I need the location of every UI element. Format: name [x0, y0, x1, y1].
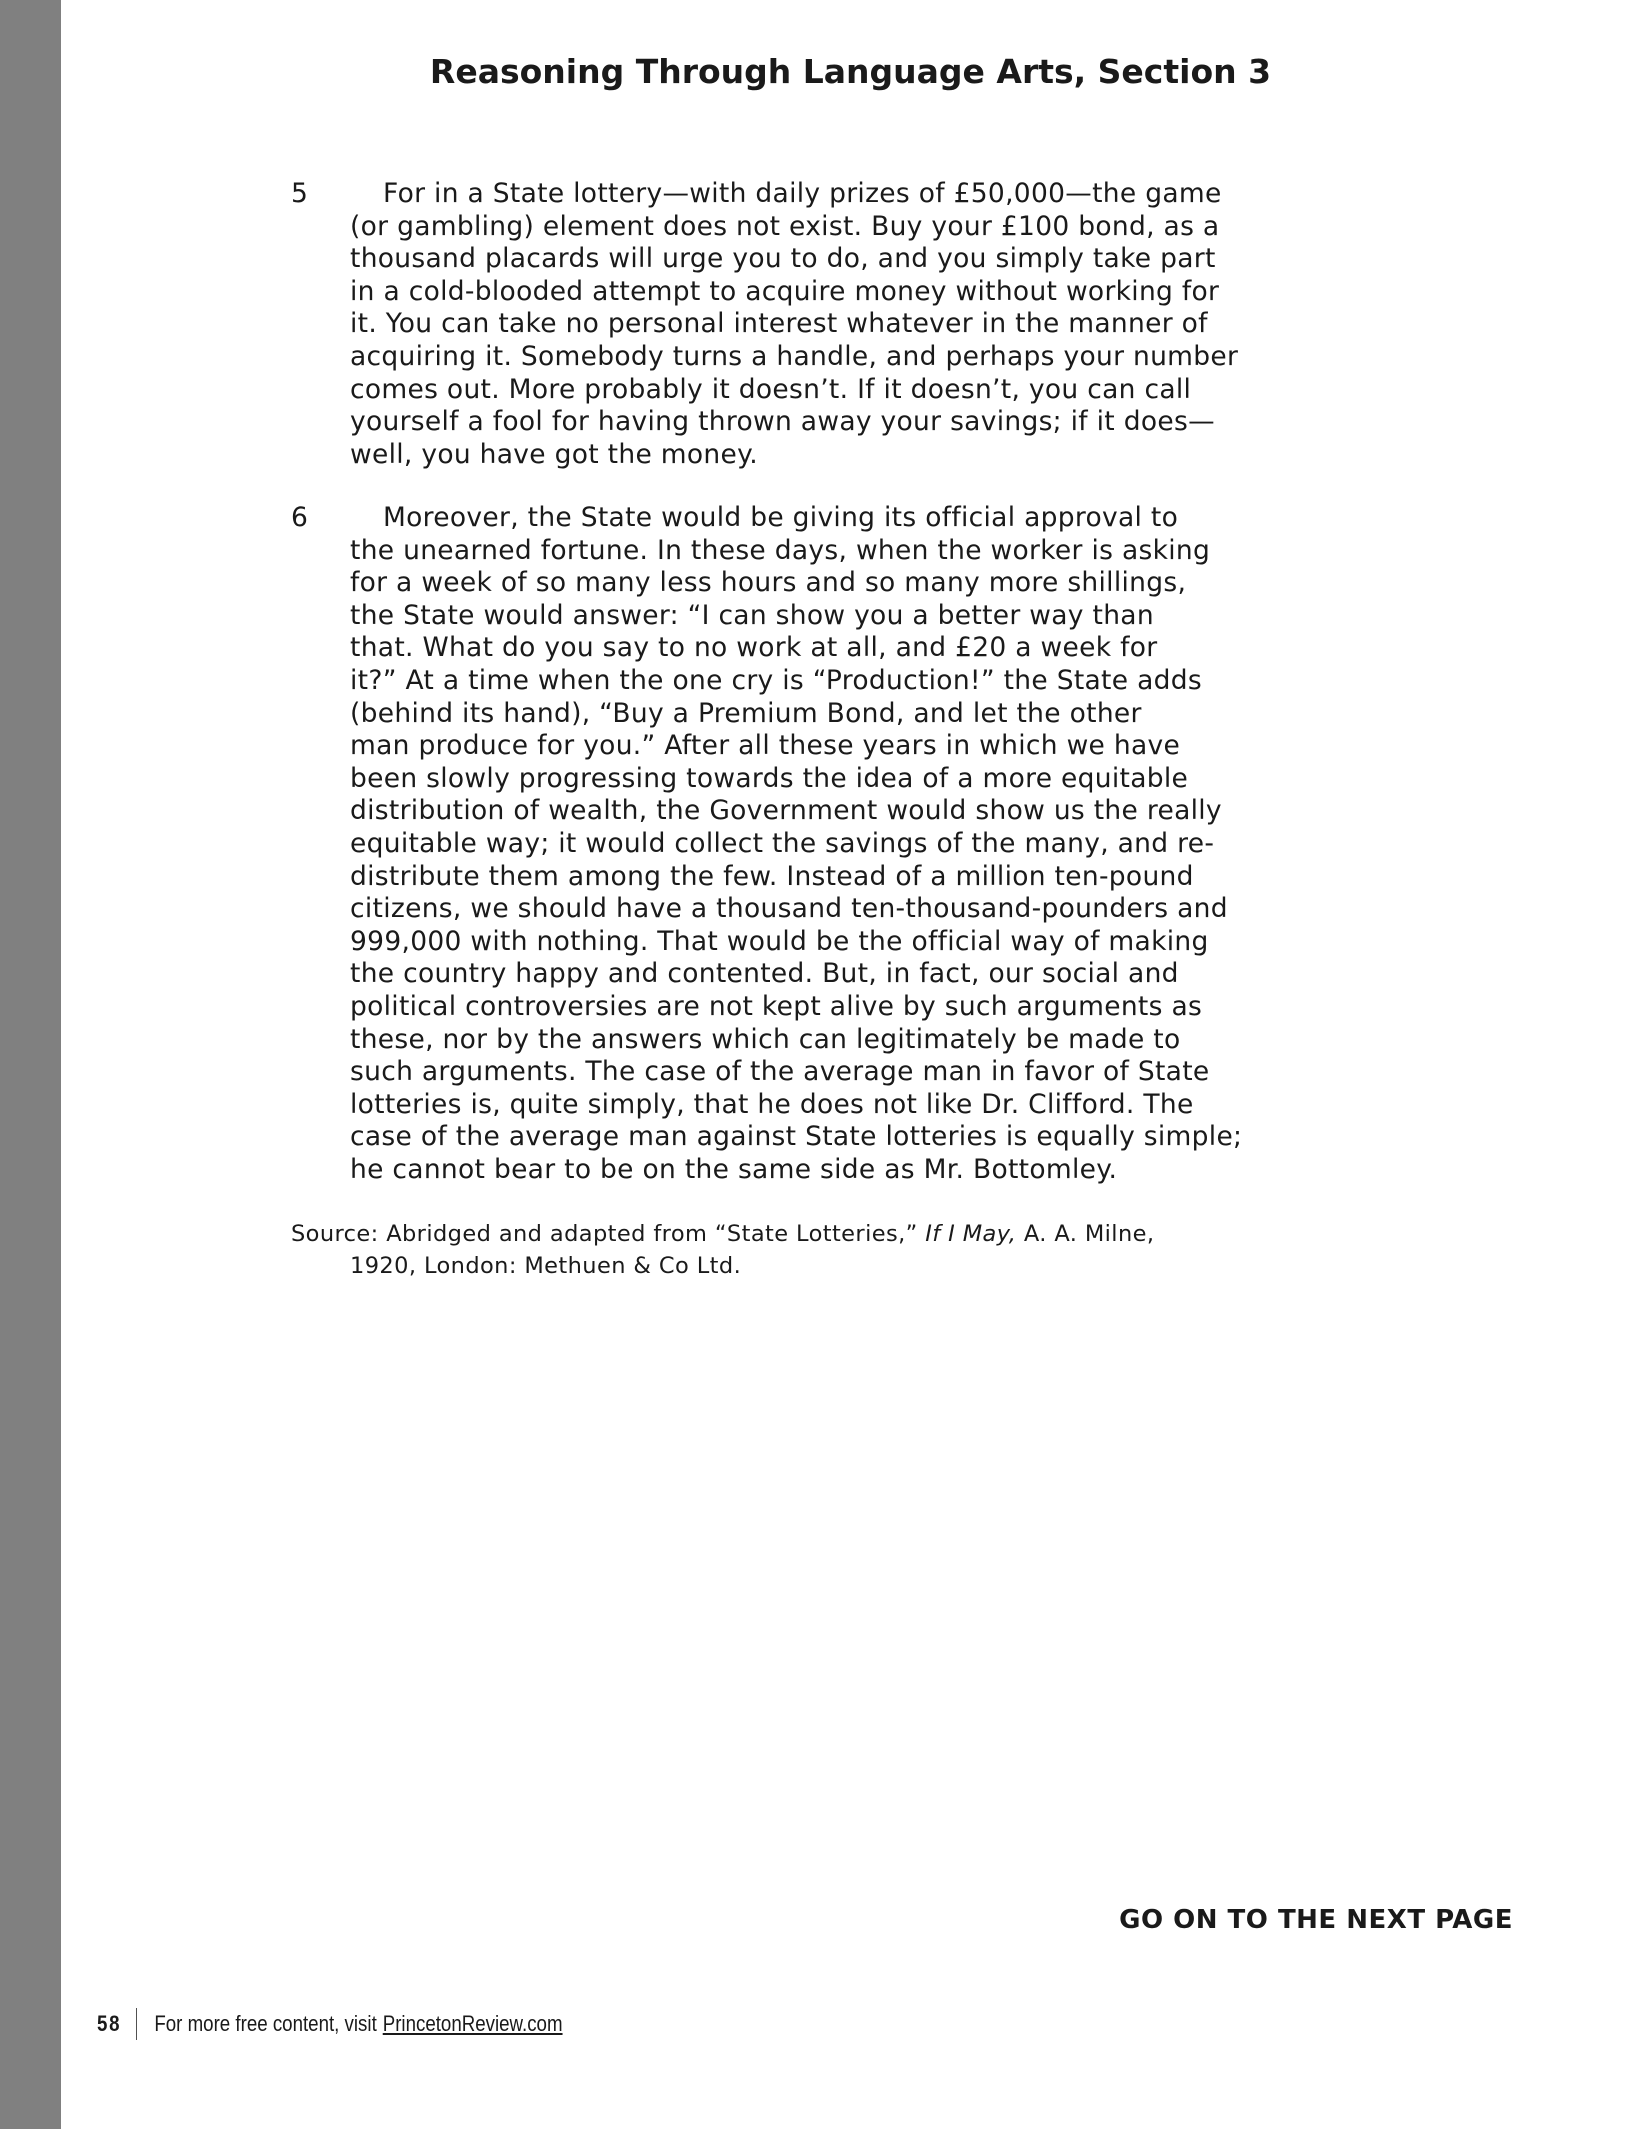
- text-line: man produce for you.” After all these years in which we have: [350, 730, 1181, 762]
- text-line: that. What do you say to no work at all, and £20 a week for: [350, 632, 1158, 664]
- paragraph-number: 6: [291, 502, 309, 533]
- footer: [97, 2008, 563, 2040]
- source-suffix: A. A. Milne,: [1016, 1221, 1155, 1247]
- text-line: the State would answer: “I can show you a better way than: [350, 599, 1154, 631]
- paragraph-5: [291, 178, 1341, 471]
- text-line: the country happy and contented. But, in fact, our social and: [350, 958, 1179, 990]
- text-line: 999,000 with nothing. That would be the official way of making: [350, 925, 1209, 957]
- text-line: comes out. More probably it doesn’t. If it doesn’t, you can call: [350, 373, 1192, 405]
- paragraph-number: 5: [291, 178, 309, 209]
- text-line: yourself a fool for having thrown away your savings; if it does—: [350, 406, 1215, 438]
- text-line: in a cold-blooded attempt to acquire money without working for: [350, 275, 1220, 307]
- text-line: been slowly progressing towards the idea of a more equitable: [350, 762, 1189, 794]
- princeton-review-link[interactable]: PrincetonReview.com: [382, 2011, 563, 2036]
- text-line: Moreover, the State would be giving its official approval to: [383, 502, 1179, 533]
- source-prefix: Source: Abridged and adapted from “State Lotteries,”: [291, 1221, 926, 1247]
- text-line: he cannot bear to be on the same side as Mr. Bottomley.: [350, 1153, 1118, 1185]
- footer-divider: [137, 2008, 138, 2040]
- source-line-2: 1920, London: Methuen & Co Ltd.: [350, 1253, 742, 1279]
- text-line: such arguments. The case of the average man in favor of State: [350, 1056, 1210, 1088]
- text-line: political controversies are not kept alive by such arguments as: [350, 990, 1203, 1022]
- text-line: these, nor by the answers which can legitimately be made to: [350, 1023, 1181, 1055]
- text-line: well, you have got the money.: [350, 438, 759, 470]
- footer-text: For more free content, visit: [154, 2011, 377, 2036]
- page-edge-bar: [0, 0, 61, 2129]
- text-line: distribution of wealth, the Government would show us the really: [350, 795, 1222, 827]
- text-line: (or gambling) element does not exist. Buy your £100 bond, as a: [350, 210, 1220, 242]
- text-line: it?” At a time when the one cry is “Production!” the State adds: [350, 664, 1202, 696]
- text-line: equitable way; it would collect the savings of the many, and re-: [350, 827, 1215, 859]
- text-line: citizens, we should have a thousand ten-thousand-pounders and: [350, 893, 1228, 925]
- page-number: 58: [97, 2011, 122, 2036]
- text-line: case of the average man against State lotteries is equally simple;: [350, 1121, 1243, 1153]
- page-title: Reasoning Through Language Arts, Section 3: [429, 52, 1272, 91]
- paragraph-6: [291, 502, 1341, 1186]
- text-line: it. You can take no personal interest whatever in the manner of: [350, 308, 1208, 340]
- text-line: acquiring it. Somebody turns a handle, and perhaps your number: [350, 340, 1239, 372]
- source-book-title: If I May,: [925, 1221, 1017, 1247]
- text-line: For in a State lottery—with daily prizes of £50,000—the game: [383, 178, 1222, 209]
- text-line: (behind its hand), “Buy a Premium Bond, and let the other: [350, 697, 1142, 729]
- text-line: distribute them among the few. Instead of a million ten-pound: [350, 860, 1194, 892]
- text-line: lotteries is, quite simply, that he does not like Dr. Clifford. The: [350, 1088, 1194, 1120]
- source-citation: [291, 1218, 1154, 1282]
- text-line: the unearned fortune. In these days, when the worker is asking: [350, 534, 1211, 566]
- text-line: for a week of so many less hours and so many more shillings,: [350, 567, 1187, 599]
- go-on-next-page: GO ON TO THE NEXT PAGE: [1119, 1905, 1513, 1935]
- text-line: thousand placards will urge you to do, and you simply take part: [350, 243, 1216, 275]
